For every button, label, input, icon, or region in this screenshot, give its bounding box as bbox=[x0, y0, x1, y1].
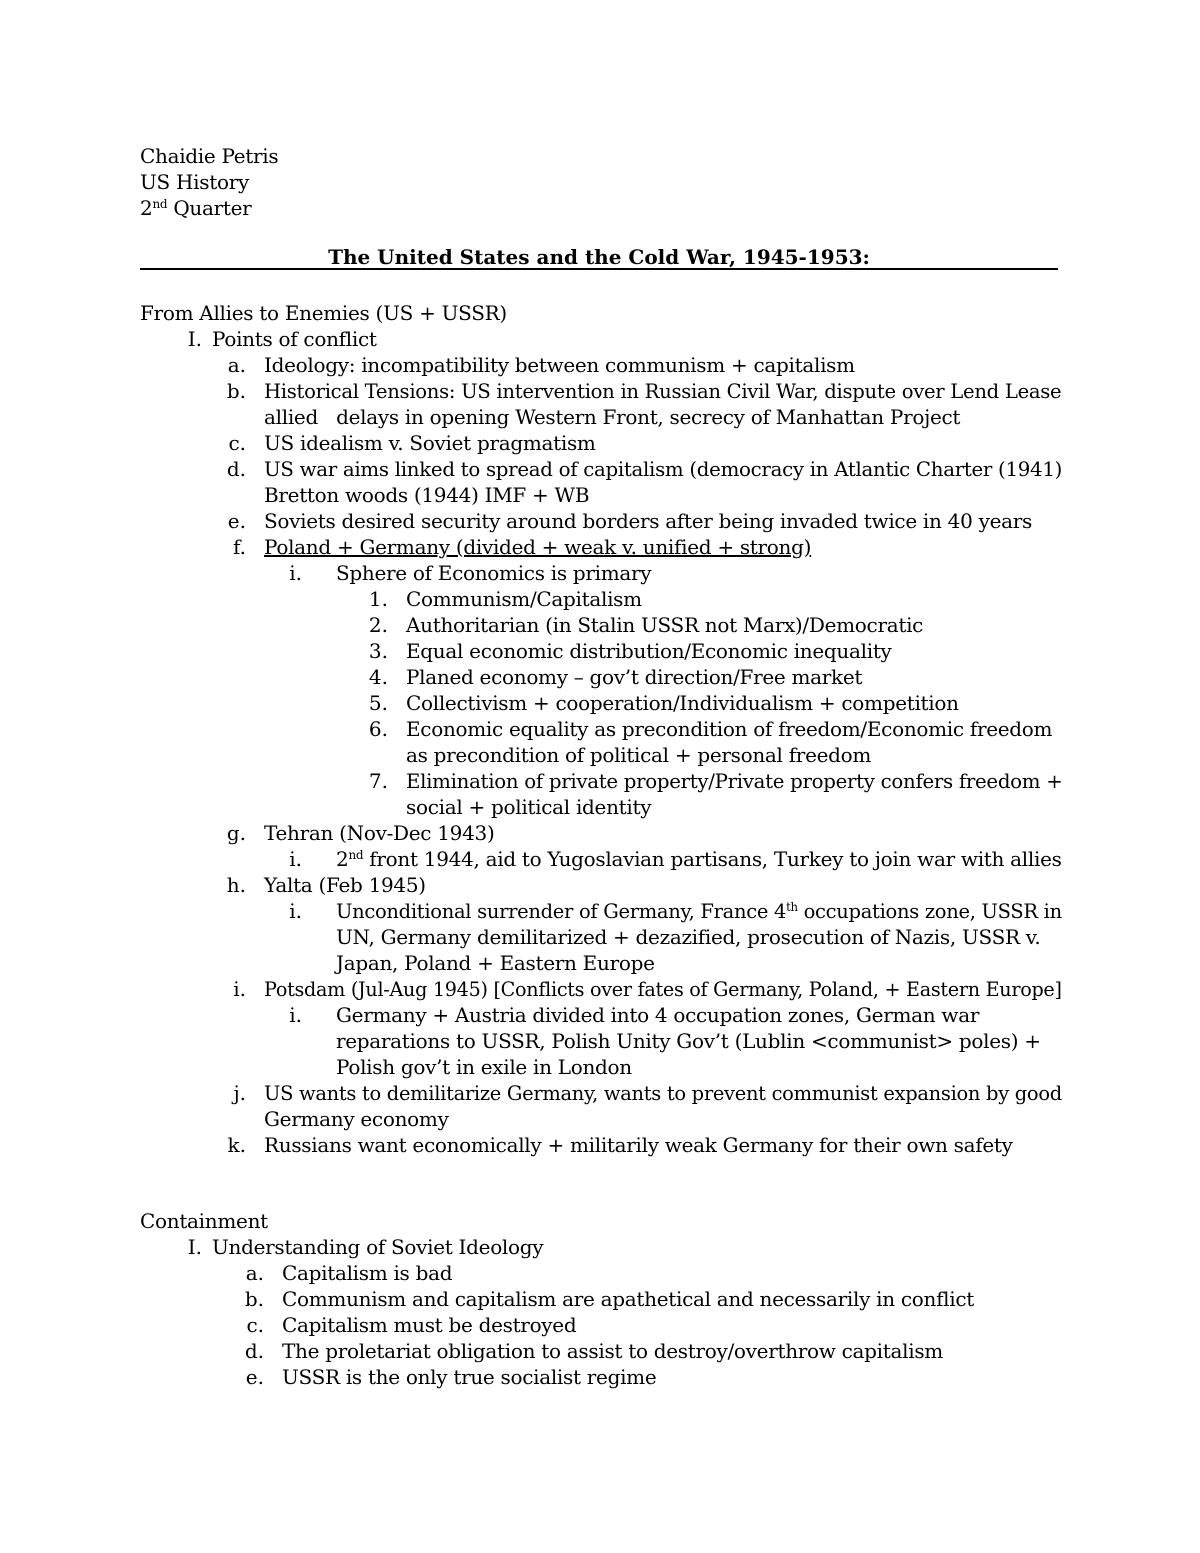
outline-marker: f. bbox=[232, 535, 246, 559]
outline-marker: k. bbox=[227, 1133, 246, 1157]
outline-marker: e. bbox=[245, 1365, 264, 1389]
outline-item: Points of conflict bbox=[212, 327, 377, 351]
outline-marker: g. bbox=[226, 821, 246, 845]
outline-item: Equal economic distribution/Economic inequality bbox=[406, 639, 892, 663]
outline-item: Understanding of Soviet Ideology bbox=[212, 1235, 544, 1259]
outline-item: Authoritarian (in Stalin USSR not Marx)/Democratic bbox=[406, 613, 924, 637]
outline-item-underlined: Poland + Germany (divided + weak v. unified + strong) bbox=[264, 535, 812, 559]
outline-marker: a. bbox=[227, 353, 246, 377]
outline-marker: i. bbox=[289, 561, 302, 585]
outline-marker: I. bbox=[187, 327, 202, 351]
outline-item: Historical Tensions: US intervention in Russian Civil War, dispute over Lend Lease bbox=[264, 379, 1062, 403]
outline-item: Yalta (Feb 1945) bbox=[264, 873, 426, 897]
outline-item: Economic equality as precondition of freedom/Economic freedom bbox=[406, 717, 1053, 741]
outline-marker: h. bbox=[226, 873, 246, 897]
outline-item: 2nd front 1944, aid to Yugoslavian partisans, Turkey to join war with allies bbox=[336, 847, 1062, 871]
outline-marker: I. bbox=[187, 1235, 202, 1259]
outline-item: Soviets desired security around borders after being invaded twice in 40 years bbox=[264, 509, 1032, 533]
course-name: US History bbox=[140, 170, 249, 194]
outline-item: Unconditional surrender of Germany, France 4th occupations zone, USSR in bbox=[336, 899, 1062, 923]
outline-item: Planed economy – gov’t direction/Free market bbox=[406, 665, 863, 689]
outline-item: Potsdam (Jul-Aug 1945) [Conflicts over fates of Germany, Poland, + Eastern Europe] bbox=[264, 977, 1062, 1001]
outline-marker: d. bbox=[244, 1339, 264, 1363]
outline-item: Communism/Capitalism bbox=[406, 587, 642, 611]
outline-marker: 4. bbox=[368, 665, 388, 689]
outline-marker: i. bbox=[289, 847, 302, 871]
outline-marker: d. bbox=[226, 457, 246, 481]
outline-marker: i. bbox=[289, 1003, 302, 1027]
outline-marker: 3. bbox=[368, 639, 388, 663]
outline-item-continued: Germany economy bbox=[264, 1107, 449, 1131]
outline-marker: 5. bbox=[368, 691, 388, 715]
outline-marker: a. bbox=[245, 1261, 264, 1285]
author-name: Chaidie Petris bbox=[140, 144, 279, 168]
outline-item: Capitalism must be destroyed bbox=[282, 1313, 577, 1337]
outline-item: Russians want economically + militarily weak Germany for their own safety bbox=[264, 1133, 1013, 1157]
title-rule bbox=[140, 268, 1058, 270]
outline-item: Sphere of Economics is primary bbox=[336, 561, 652, 585]
outline-marker: 7. bbox=[368, 769, 388, 793]
outline-marker: c. bbox=[246, 1313, 264, 1337]
outline-item: USSR is the only true socialist regime bbox=[282, 1365, 657, 1389]
outline-item-continued: UN, Germany demilitarized + dezazified, prosecution of Nazis, USSR v. bbox=[336, 925, 1041, 949]
outline-item-continued: Japan, Poland + Eastern Europe bbox=[336, 951, 655, 975]
outline-marker: i. bbox=[289, 899, 302, 923]
outline-item: Capitalism is bad bbox=[282, 1261, 453, 1285]
outline-item: US wants to demilitarize Germany, wants to prevent communist expansion by good bbox=[264, 1081, 1062, 1105]
outline-marker: 6. bbox=[368, 717, 388, 741]
outline-item: Communism and capitalism are apathetical and necessarily in conflict bbox=[282, 1287, 975, 1311]
outline-item: The proletariat obligation to assist to destroy/overthrow capitalism bbox=[282, 1339, 943, 1363]
section-heading: From Allies to Enemies (US + USSR) bbox=[140, 301, 507, 325]
outline-marker: e. bbox=[227, 509, 246, 533]
outline-item-continued: Polish gov’t in exile in London bbox=[336, 1055, 632, 1079]
outline-marker: b. bbox=[226, 379, 246, 403]
outline-marker: b. bbox=[244, 1287, 264, 1311]
document-title: The United States and the Cold War, 1945-1953: bbox=[328, 245, 870, 269]
outline-item: US idealism v. Soviet pragmatism bbox=[264, 431, 596, 455]
outline-marker: j. bbox=[233, 1081, 246, 1105]
outline-item-continued: allied delays in opening Western Front, secrecy of Manhattan Project bbox=[264, 405, 961, 429]
outline-marker: 2. bbox=[368, 613, 388, 637]
outline-marker: c. bbox=[228, 431, 246, 455]
section-heading: Containment bbox=[140, 1209, 268, 1233]
outline-item-continued: social + political identity bbox=[406, 795, 652, 819]
outline-item: Germany + Austria divided into 4 occupation zones, German war bbox=[336, 1003, 980, 1027]
outline-item: Collectivism + cooperation/Individualism + competition bbox=[406, 691, 959, 715]
outline-item-continued: reparations to USSR, Polish Unity Gov’t (Lublin <communist> poles) + bbox=[336, 1029, 1041, 1053]
outline-item-continued: as precondition of political + personal freedom bbox=[406, 743, 872, 767]
outline-item: Tehran (Nov-Dec 1943) bbox=[264, 821, 495, 845]
outline-marker: 1. bbox=[368, 587, 388, 611]
outline-item-continued: Bretton woods (1944) IMF + WB bbox=[264, 483, 590, 507]
outline-item: Elimination of private property/Private property confers freedom + bbox=[406, 769, 1063, 793]
outline-marker: i. bbox=[233, 977, 246, 1001]
quarter-label: 2nd Quarter bbox=[140, 196, 252, 220]
outline-item: Ideology: incompatibility between communism + capitalism bbox=[264, 353, 855, 377]
outline-item: US war aims linked to spread of capitalism (democracy in Atlantic Charter (1941) bbox=[264, 457, 1063, 481]
